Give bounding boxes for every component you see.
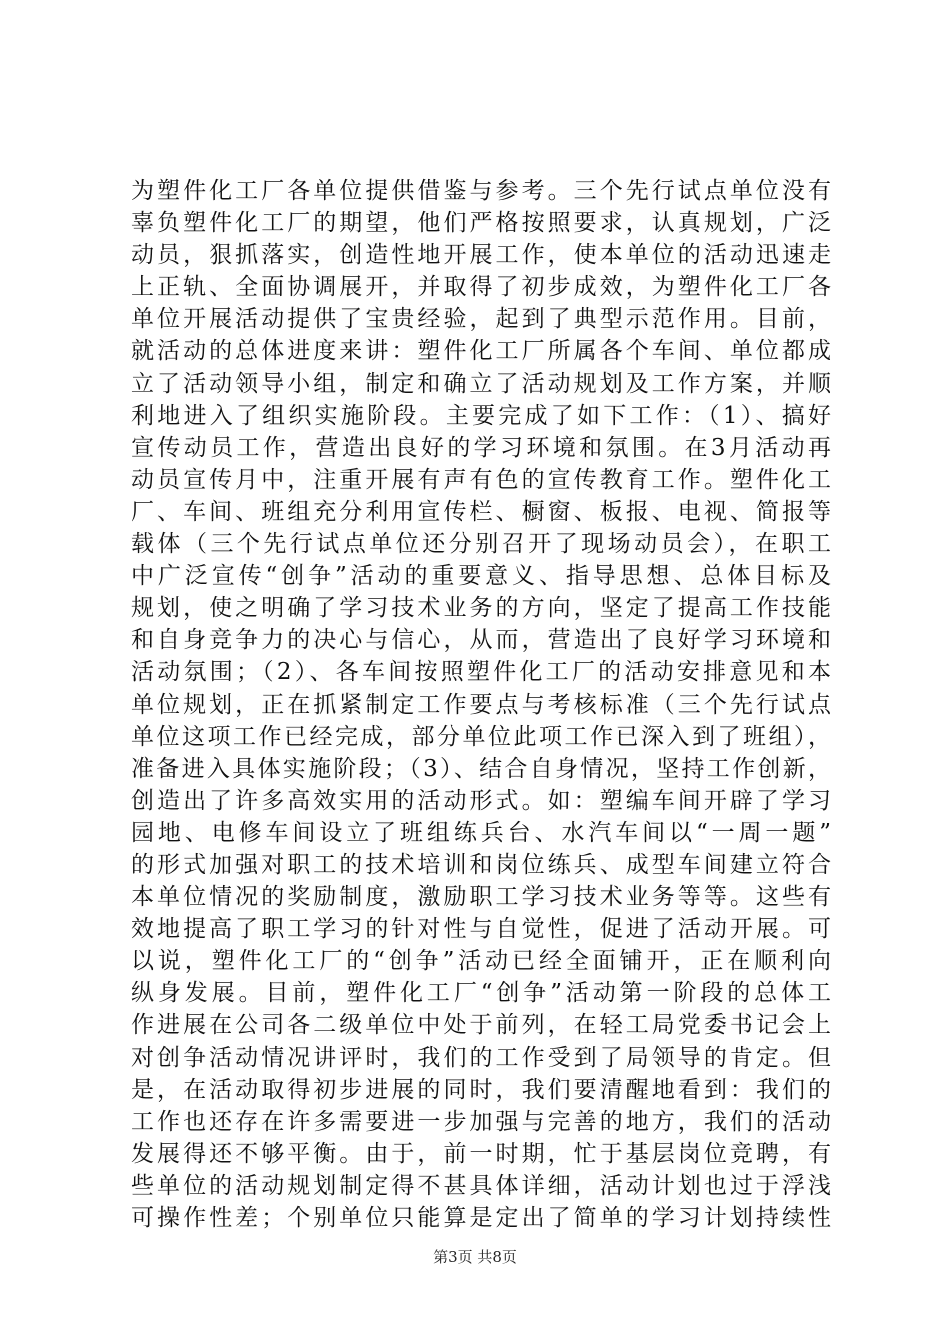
text-line: 和自身竞争力的决心与信心，从而，营造出了良好学习环境和 — [131, 627, 831, 654]
text-line: 单位规划，正在抓紧制定工作要点与考核标准（三个先行试点 — [131, 691, 831, 718]
text-line: 活动氛围；（2）、各车间按照塑件化工厂的活动安排意见和本 — [131, 659, 831, 686]
text-line: 就活动的总体进度来讲：塑件化工厂所属各个车间、单位都成 — [131, 338, 831, 365]
text-line: 效地提高了职工学习的针对性与自觉性，促进了活动开展。可 — [131, 916, 831, 943]
text-line: 准备进入具体实施阶段；（3）、结合自身情况，坚持工作创新， — [131, 755, 831, 782]
text-line: 的形式加强对职工的技术培训和岗位练兵、成型车间建立符合 — [131, 851, 831, 878]
text-line: 动员宣传月中，注重开展有声有色的宣传教育工作。塑件化工 — [131, 466, 831, 493]
text-line: 中广泛宣传“创争”活动的重要意义、指导思想、总体目标及 — [131, 563, 831, 590]
page-footer — [0, 1247, 950, 1267]
text-line: 宣传动员工作，营造出良好的学习环境和氛围。在3月活动再 — [131, 434, 831, 461]
text-line: 对创争活动情况讲评时，我们的工作受到了局领导的肯定。但 — [131, 1044, 831, 1071]
text-line: 利地进入了组织实施阶段。主要完成了如下工作：（1）、搞好 — [131, 402, 831, 429]
text-line: 规划，使之明确了学习技术业务的方向，坚定了提高工作技能 — [131, 595, 831, 622]
text-line: 工作也还存在许多需要进一步加强与完善的地方，我们的活动 — [131, 1108, 831, 1135]
text-line: 纵身发展。目前，塑件化工厂“创争”活动第一阶段的总体工 — [131, 980, 831, 1007]
text-line: 发展得还不够平衡。由于，前一时期，忙于基层岗位竞聘，有 — [131, 1140, 831, 1167]
text-line: 创造出了许多高效实用的活动形式。如：塑编车间开辟了学习 — [131, 787, 831, 814]
text-line: 单位这项工作已经完成，部分单位此项工作已深入到了班组）， — [131, 723, 831, 750]
text-line: 立了活动领导小组，制定和确立了活动规划及工作方案，并顺 — [131, 370, 831, 397]
text-line: 动员，狠抓落实，创造性地开展工作，使本单位的活动迅速走 — [131, 242, 831, 269]
text-line: 单位开展活动提供了宝贵经验，起到了典型示范作用。目前， — [131, 306, 831, 333]
text-line: 厂、车间、班组充分利用宣传栏、橱窗、板报、电视、简报等 — [131, 498, 831, 525]
text-line: 园地、电修车间设立了班组练兵台、水汽车间以“一周一题” — [131, 819, 831, 846]
text-line: 是，在活动取得初步进展的同时，我们要清醒地看到：我们的 — [131, 1076, 831, 1103]
text-line: 辜负塑件化工厂的期望，他们严格按照要求，认真规划，广泛 — [131, 210, 831, 237]
text-line: 上正轨、全面协调展开，并取得了初步成效，为塑件化工厂各 — [131, 274, 831, 301]
text-line: 为塑件化工厂各单位提供借鉴与参考。三个先行试点单位没有 — [131, 178, 831, 204]
text-line: 作进展在公司各二级单位中处于前列，在轻工局党委书记会上 — [131, 1012, 831, 1039]
text-line: 载体（三个先行试点单位还分别召开了现场动员会），在职工 — [131, 531, 831, 558]
text-line: 可操作性差；个别单位只能算是定出了简单的学习计划持续性 — [131, 1205, 831, 1231]
text-line: 本单位情况的奖励制度，激励职工学习技术业务等等。这些有 — [131, 884, 831, 911]
page-number-label: 第3页 共8页 — [433, 1248, 517, 1266]
text-line: 些单位的活动规划制定得不甚具体详细，活动计划也过于浮浅 — [131, 1172, 831, 1199]
document-body — [131, 175, 831, 1234]
text-line: 以说，塑件化工厂的“创争”活动已经全面铺开，正在顺利向 — [131, 948, 831, 975]
